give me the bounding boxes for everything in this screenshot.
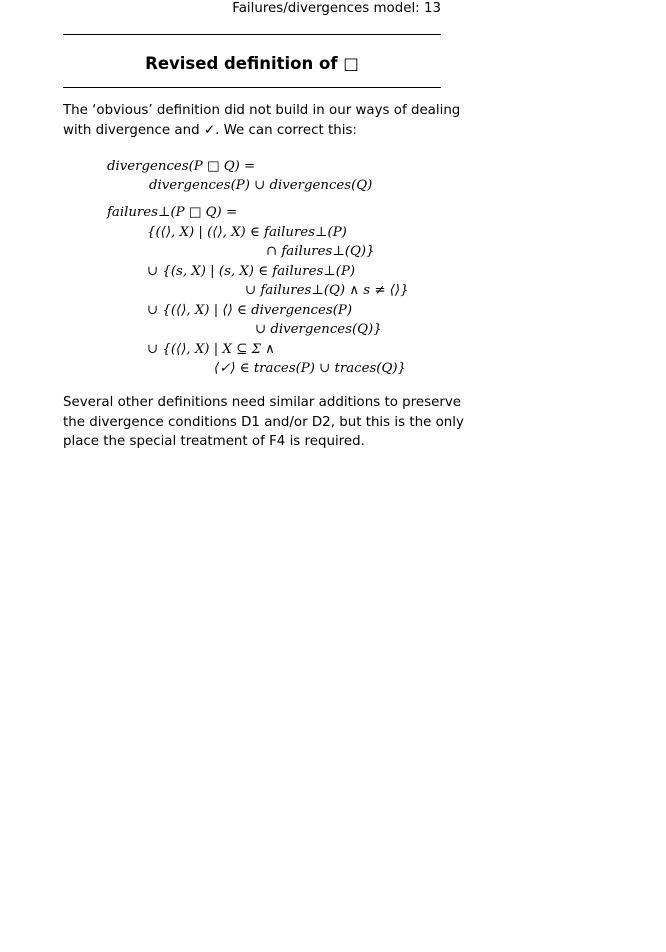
formula-line: failures⊥(P □ Q) = bbox=[107, 205, 238, 220]
outro-paragraph bbox=[63, 393, 464, 452]
bottom-rule bbox=[63, 87, 441, 88]
formula-line: divergences(P) ∪ divergences(Q) bbox=[149, 178, 373, 193]
formula-line: ⟨✓⟩ ∈ traces(P) ∪ traces(Q)} bbox=[214, 361, 406, 376]
intro-line: with divergence and ✓. We can correct this: bbox=[63, 122, 357, 138]
intro-paragraph bbox=[63, 101, 461, 140]
outro-line: Several other definitions need similar additions to preserve bbox=[63, 395, 461, 410]
formula-line: ∪ divergences(Q)} bbox=[255, 322, 382, 337]
formula-line: {(⟨⟩, X) | (⟨⟩, X) ∈ failures⊥(P) bbox=[147, 225, 347, 240]
formula-line: ∪ {(⟨⟩, X) | ⟨⟩ ∈ divergences(P) bbox=[147, 303, 353, 318]
outro-line: the divergence conditions D1 and/or D2, but this is the only bbox=[63, 414, 464, 430]
slide-title: Revised definition of □ bbox=[145, 54, 359, 73]
definition-formula bbox=[63, 157, 441, 383]
running-head: Failures/divergences model: 13 bbox=[232, 1, 441, 16]
formula-line: ∪ failures⊥(Q) ∧ s ≠ ⟨⟩} bbox=[245, 283, 409, 298]
formula-line: divergences(P □ Q) = bbox=[107, 159, 256, 174]
formula-line: ∩ failures⊥(Q)} bbox=[266, 244, 375, 259]
formula-line: ∪ {(s, X) | (s, X) ∈ failures⊥(P) bbox=[147, 264, 356, 279]
outro-line: place the special treatment of F4 is required. bbox=[63, 434, 365, 450]
intro-line: The ‘obvious’ definition did not build in our ways of dealing bbox=[63, 103, 461, 118]
top-rule bbox=[63, 34, 441, 35]
formula-line: ∪ {(⟨⟩, X) | X ⊆ Σ ∧ bbox=[147, 342, 275, 357]
